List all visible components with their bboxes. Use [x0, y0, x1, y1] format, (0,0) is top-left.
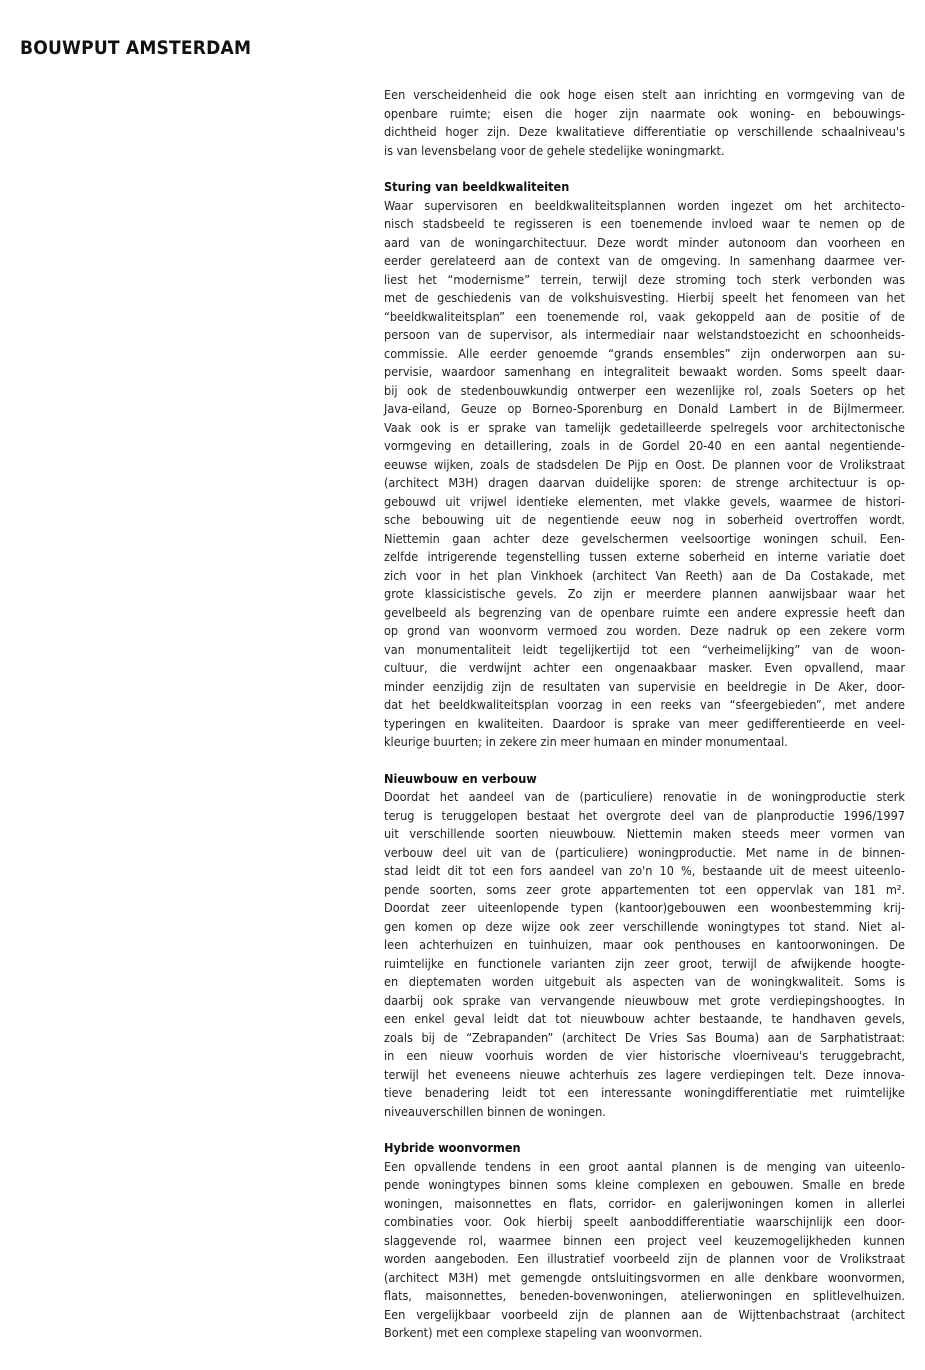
- text-line: (architect M3H) dragen daarvan duidelijke sporen: de strenge architectuur is op-: [384, 475, 905, 490]
- section-heading: Sturing van beeldkwaliteiten: [384, 179, 570, 194]
- text-line: pervisie, waardoor samenhang en integraliteit bewaakt worden. Soms speelt daar-: [384, 364, 905, 379]
- text-line: (architect M3H) met gemengde ontsluitingsvormen en alle denkbare woonvormen,: [384, 1269, 905, 1285]
- section: [384, 770, 905, 1122]
- text-line: pende woningtypes binnen soms kleine complexen en gebouwen. Smalle en brede: [384, 1177, 905, 1192]
- text-line: gebouwd uit vrijwel identieke elementen, met vlakke gevels, waarmee de histori-: [384, 493, 905, 509]
- text-line: “beeldkwaliteitsplan” een toenemende rol, vaak gekoppeld aan de positie of de: [384, 308, 905, 324]
- text-line: minder eenzijdig zijn de resultaten van supervisie en beeldregie in De Aker, door-: [384, 678, 905, 694]
- text-line: uit verschillende soorten nieuwbouw. Niettemin maken steeds meer vormen van: [384, 826, 905, 841]
- text-line: zelfde intrigerende tegenstelling tussen externe soberheid en interne variatie doet: [384, 549, 905, 564]
- text-line: Doordat zeer uiteenlopende typen (kantoor)gebouwen een woonbestemming krij-: [384, 900, 905, 915]
- section: [384, 178, 905, 752]
- section-gap: [384, 1121, 905, 1139]
- section: [384, 1139, 905, 1343]
- text-line: Waar supervisoren en beeldkwaliteitsplannen worden ingezet om het architecto-: [384, 197, 905, 213]
- text-line: Niettemin gaan achter deze gevelschermen veelsoortige woningen schuil. Een-: [384, 530, 905, 546]
- text-line: van monumentaliteit leidt tegelijkertijd tot een “verheimelijking” van de woon-: [384, 641, 905, 657]
- text-line: tieve benadering leidt tot een interessante woningdifferentiatie met ruimtelijke: [384, 1085, 905, 1100]
- text-line: kleurige buurten; in zekere zin meer humaan en minder monumentaal.: [384, 734, 788, 749]
- text-line: zoals bij de “Zebrapanden” (architect De Vries Sas Bouma) aan de Sarphatistraat:: [384, 1029, 905, 1045]
- section-gap: [384, 160, 905, 178]
- text-line: Borkent) met een complexe stapeling van woonvormen.: [384, 1325, 703, 1340]
- text-line: stad leidt dit tot een fors aandeel van zo'n 10 %, bestaande uit de meest uiteenlo-: [384, 863, 905, 878]
- text-line: Een verscheidenheid die ook hoge eisen stelt aan inrichting en vormgeving van de: [384, 87, 905, 102]
- text-line: dat het beeldkwaliteitsplan voorzag in een reeks van “sfeergebieden”, met andere: [384, 697, 905, 712]
- text-line: dichtheid hoger zijn. Deze kwalitatieve differentiatie op verschillende schaalniveau's: [384, 124, 905, 139]
- text-line: commissie. Alle eerder genoemde “grands ensembles” zijn onderworpen aan su-: [384, 345, 905, 361]
- text-line: pende soorten, soms zeer grote appartementen tot een oppervlak van 181 m².: [384, 881, 905, 897]
- text-line: worden aangeboden. Een illustratief voorbeeld zijn de plannen voor de Vrolikstraat: [384, 1251, 905, 1266]
- running-head: BOUWPUT AMSTERDAM: [20, 37, 252, 59]
- text-line: cultuur, die verdwijnt achter een ongenaakbaar masker. Even opvallend, maar: [384, 660, 905, 675]
- text-line: ruimtelijke en functionele varianten zijn zeer groot, terwijl de afwijkende hoogte-: [384, 955, 905, 971]
- text-line: slaggevende rol, waarmee binnen een project veel keuzemogelijkheden kunnen: [384, 1232, 905, 1248]
- text-line: terwijl het eveneens nieuwe achterhuis zes lagere verdiepingen telt. Deze innova-: [384, 1066, 905, 1082]
- section-heading: Hybride woonvormen: [384, 1140, 521, 1155]
- text-line: gen komen op deze wijze ook zeer verschillende woningtypes tot stand. Niet al-: [384, 918, 905, 934]
- text-line: sche bebouwing uit de negentiende eeuw nog in soberheid overtroffen wordt.: [384, 512, 905, 527]
- text-line: persoon van de supervisor, als intermediair naar welstandstoezicht en schoonheids-: [384, 327, 905, 342]
- text-line: Een opvallende tendens in een groot aantal plannen is de menging van uiteenlo-: [384, 1158, 905, 1174]
- text-line: zich voor in het plan Vinkhoek (architect Van Reeth) aan de Da Costakade, met: [384, 567, 905, 583]
- text-line: Java-eiland, Geuze op Borneo-Sporenburg en Donald Lambert in de Bijlmermeer.: [384, 401, 905, 416]
- text-line: en dieptematen worden uitgebuit als aspecten van de woningkwaliteit. Soms is: [384, 974, 905, 989]
- text-line: Doordat het aandeel van de (particuliere) renovatie in de woningproductie sterk: [384, 789, 905, 804]
- text-line: openbare ruimte; eisen die hoger zijn naarmate ook woning- en bebouwings-: [384, 105, 905, 121]
- text-line: flats, maisonnettes, beneden-bovenwoningen, atelierwoningen en splitlevelhuizen.: [384, 1288, 905, 1303]
- text-line: daarbij ook sprake van vervangende nieuwbouw met grote verdiepingshoogtes. In: [384, 992, 905, 1008]
- text-line: verbouw deel uit van de (particuliere) woningproductie. Met name in de binnen-: [384, 844, 905, 860]
- text-line: terug is teruggelopen bestaat het overgrote deel van de planproductie 1996/1997: [384, 807, 905, 823]
- text-line: op grond van woonvorm vermoed zou worden. Deze nadruk op een zekere vorm: [384, 623, 905, 638]
- text-line: eeuwse wijken, zoals de stadsdelen De Pijp en Oost. De plannen voor de Vrolikstraat: [384, 456, 905, 472]
- text-line: woningen, maisonnettes en flats, corridor- en galerijwoningen komen in allerlei: [384, 1195, 905, 1211]
- text-line: nisch stadsbeeld te regisseren is een toenemende invloed waar te nemen op de: [384, 216, 905, 231]
- text-line: eerder gerelateerd aan de context van de omgeving. In samenhang daarmee ver-: [384, 253, 905, 268]
- text-line: grote klassicistische gevels. Zo zijn er meerdere plannen aanwijsbaar waar het: [384, 586, 905, 601]
- text-line: is van levensbelang voor de gehele stedelijke woningmarkt.: [384, 142, 725, 158]
- text-line: bij ook de stedenbouwkundig ontwerper een wezenlijke rol, zoals Soeters op het: [384, 382, 905, 398]
- text-line: in een nieuw voorhuis worden de vier historische vloerniveau's teruggebracht,: [384, 1048, 905, 1063]
- text-line: vormgeving en detaillering, zoals in de Gordel 20-40 en een aantal negentiende-: [384, 438, 905, 453]
- text-line: niveauverschillen binnen de woningen.: [384, 1103, 606, 1119]
- text-line: combinaties voor. Ook hierbij speelt aanboddifferentiatie waarschijnlijk een door-: [384, 1214, 905, 1229]
- intro-paragraph: [384, 86, 905, 160]
- text-line: een enkel geval leidt dat tot nieuwbouw achter bestaande, te handhaven gevels,: [384, 1011, 905, 1026]
- text-line: met de geschiedenis van de volkshuisvesting. Hierbij speelt het fenomeen van het: [384, 290, 905, 305]
- text-line: liest het “modernisme” terrein, terwijl deze stroming toch sterk verbonden was: [384, 271, 905, 287]
- text-line: gevelbeeld als begrenzing van de openbare ruimte een andere expressie heeft dan: [384, 604, 905, 620]
- text-line: Vaak ook is er sprake van tamelijk gedetailleerde spelregels voor architectonische: [384, 419, 905, 435]
- text-line: Een vergelijkbaar voorbeeld zijn de plannen aan de Wijttenbachstraat (architect: [384, 1306, 905, 1322]
- section-heading: Nieuwbouw en verbouw: [384, 770, 537, 786]
- text-line: leen achterhuizen en tuinhuizen, maar ook penthouses en kantoorwoningen. De: [384, 937, 905, 952]
- text-column: [384, 86, 905, 1343]
- section-gap: [384, 752, 905, 770]
- text-line: typeringen en kwaliteiten. Daardoor is sprake van meer gedifferentieerde en veel-: [384, 715, 905, 731]
- text-line: aard van de woningarchitectuur. Deze wordt minder autonoom dan voorheen en: [384, 234, 905, 250]
